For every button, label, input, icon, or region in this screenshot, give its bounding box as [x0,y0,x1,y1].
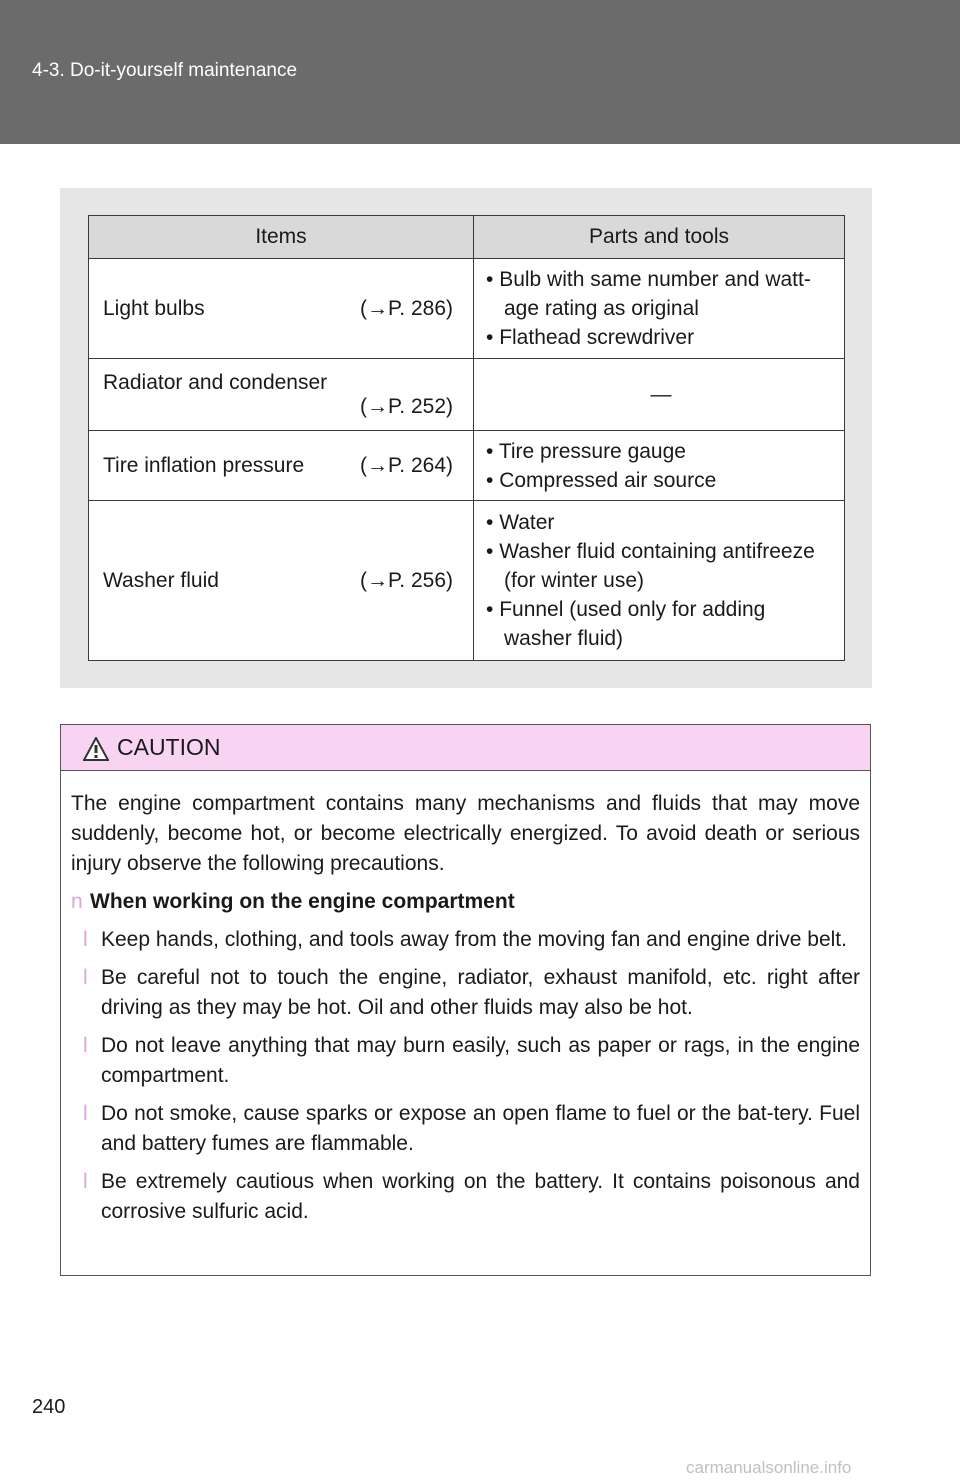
caution-title: CAUTION [117,734,221,760]
item-cell [89,359,474,431]
column-header-parts: Parts and tools [474,216,845,259]
bullet-marker: l [83,1170,88,1193]
page-reference: (→P. 252) [360,394,453,418]
page-header [0,0,960,144]
page-number: 240 [32,1396,66,1418]
item-name: Radiator and condenser [103,370,328,394]
tools-table [88,215,845,661]
list-item: l Do not smoke, cause sparks or expose an open flame to fuel or the bat-tery. Fuel and battery fumes are flammable. [71,1099,860,1159]
parts-cell-empty: — [474,359,845,431]
list-item: • Tire pressure gauge [486,439,686,463]
table-header-row [89,216,845,259]
page-reference: (→P. 256) [360,568,453,592]
item-name: Light bulbs [103,296,205,320]
bullet-marker: l [83,1102,88,1125]
caution-body [61,771,870,1227]
section-marker: n [71,890,83,913]
item-cell [89,259,474,359]
parts-cell [474,431,845,501]
page-reference: (→P. 286) [360,296,453,320]
bullet-marker: l [83,966,88,989]
list-item: l Be extremely cautious when working on the battery. It contains poisonous and corrosive sulfuric acid. [71,1167,860,1227]
page-reference: (→P. 264) [360,453,453,477]
list-item: • Water [486,511,555,534]
caution-subheading [71,887,860,917]
column-header-items: Items [89,216,474,259]
item-name: Tire inflation pressure [103,453,305,477]
bullet-marker: l [83,928,88,951]
item-cell [89,501,474,661]
parts-cell [474,501,845,661]
caution-subheading-text: When working on the engine compartment [90,890,515,913]
table-row [89,259,845,359]
footer-watermark: carmanualsonline.info [686,1458,852,1477]
caution-header [61,725,870,771]
list-item: • Flathead screwdriver [486,326,695,349]
list-item: • Washer fluid containing antifreeze (for winter use) [486,540,815,592]
list-item: • Funnel (used only for adding washer fluid) [486,598,766,650]
table-row [89,359,845,431]
bullet-marker: l [83,1034,88,1057]
table-row [89,431,845,501]
list-item: • Compressed air source [486,468,717,492]
parts-cell [474,259,845,359]
caution-list [71,925,860,1227]
caution-intro: The engine compartment contains many mechanisms and fluids that may move suddenly, become hot, or become electrically energized. To avoid death or serious injury observe the following precautions. [71,792,860,875]
list-item: l Keep hands, clothing, and tools away from the moving fan and engine drive belt. [71,925,860,955]
item-cell [89,431,474,501]
caution-box [60,724,871,1276]
table-row [89,501,845,661]
list-item: • Bulb with same number and watt-age rating as original [486,268,811,320]
section-title: 4-3. Do-it-yourself maintenance [32,60,298,81]
warning-icon [83,737,109,761]
list-item: l Be careful not to touch the engine, radiator, exhaust manifold, etc. right after driving as they may be hot. Oil and other fluids may also be hot. [71,963,860,1023]
item-name: Washer fluid [103,568,219,592]
list-item: l Do not leave anything that may burn easily, such as paper or rags, in the engine compartment. [71,1031,860,1091]
